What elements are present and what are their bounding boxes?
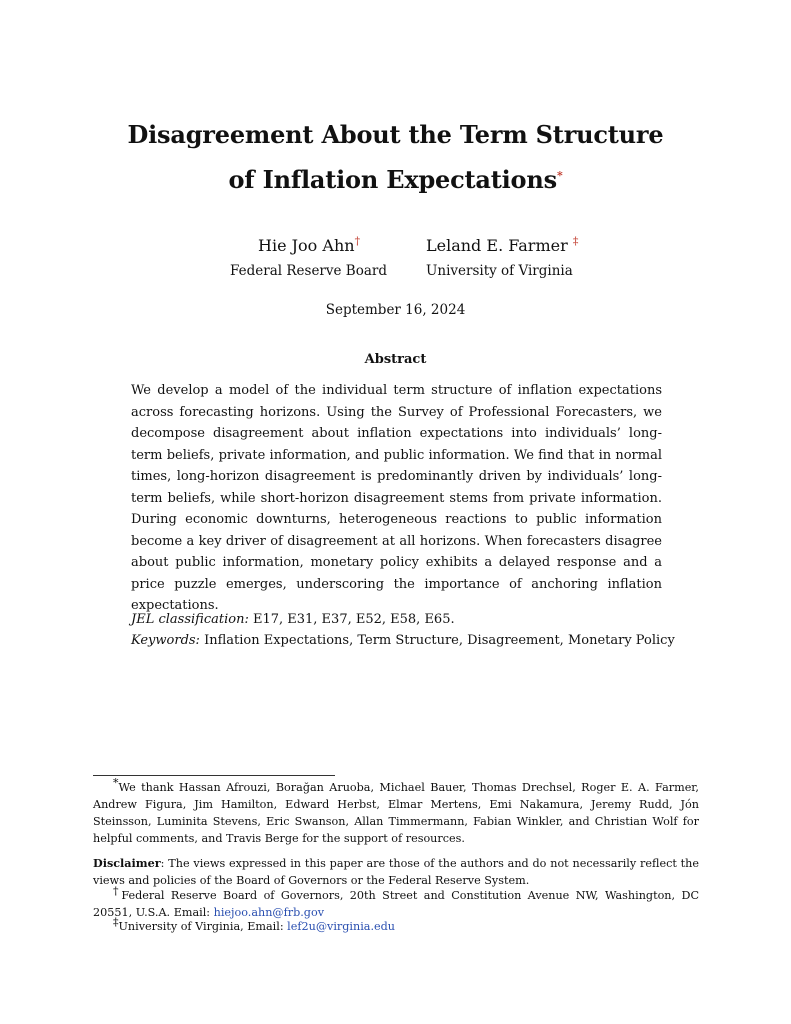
footnote-disclaimer: [93, 855, 699, 889]
paper-date: September 16, 2024: [325, 302, 466, 318]
author-farmer-affiliation: University of Virginia: [426, 263, 573, 279]
author-farmer: [426, 236, 578, 255]
abstract-heading: Abstract: [364, 352, 427, 367]
author-ahn-mark[interactable]: †: [354, 234, 361, 248]
footnote-thanks-mark: *: [113, 776, 119, 790]
keywords-value: Inflation Expectations, Term Structure, Disagreement, Monetary Policy: [199, 633, 675, 648]
footnote-farmer: [93, 915, 699, 935]
footnote-ahn-text: Federal Reserve Board of Governors, 20th Street and Constitution Avenue NW, Washington, DC 20551, U.S.A.: [93, 889, 700, 919]
jel-label: JEL classification:: [131, 612, 249, 627]
paper-title-line2: [0, 165, 791, 194]
paper-title-line2-text: of Inflation Expectations: [228, 165, 557, 194]
author-ahn-affiliation: Federal Reserve Board: [230, 263, 387, 279]
footnote-farmer-mark: ‡: [113, 915, 119, 929]
keywords-label: Keywords:: [131, 633, 200, 648]
footnote-rule: [93, 775, 335, 776]
title-footnote-mark[interactable]: *: [556, 169, 563, 182]
disclaimer-text: : The views expressed in this paper are those of the authors and do not necessarily reflect the views and policies of the Board of Governors or the Federal Reserve System.: [93, 857, 699, 887]
footnote-thanks-text: We thank Hassan Afrouzi, Borağan Aruoba, Michael Bauer, Thomas Drechsel, Roger E. A. Farmer, Andrew Figura, Jim Hamilton, Edward Herbst, Elmar Mertens, Emi Nakamura, Jeremy Rudd, Jón Steinsson, Luminita Stevens, Eric Swanson, Allan Timmermann, Fabian Winkler, and Christian Wolf for helpful comments, and Travis Berge for the support of resources.: [93, 781, 699, 845]
footnote-ahn-email-label: Email:: [173, 906, 214, 919]
author-farmer-name: Leland E. Farmer: [426, 236, 573, 255]
author-ahn-name: Hie Joo Ahn: [258, 236, 355, 255]
footnote-ahn-mark: †: [113, 884, 122, 898]
abstract-text: We develop a model of the individual term structure of inflation expectations across forecasting horizons. Using the Survey of Professional Forecasters, we decompose disagreement about inflation expectations into individuals’ long-term beliefs, private information, and public information. We find that in normal times, long-horizon disagreement is predominantly driven by individuals’ long-term beliefs, while short-horizon disagreement stems from private information. During economic downturns, heterogeneous reactions to public information become a key driver of disagreement at all horizons. When forecasters disagree about public information, monetary policy exhibits a delayed response and a price puzzle emerges, underscoring the importance of anchoring inflation expectations.: [131, 383, 662, 613]
footnote-farmer-text: University of Virginia, Email:: [118, 920, 288, 933]
paper-title-line1: Disagreement About the Term Structure: [127, 120, 664, 149]
keywords: [131, 633, 675, 648]
jel-value: E17, E31, E37, E52, E58, E65.: [248, 612, 455, 627]
footnote-thanks: [93, 776, 699, 847]
jel-classification: [131, 612, 455, 627]
footnote-ahn: [93, 884, 700, 921]
author-farmer-mark[interactable]: ‡: [572, 234, 579, 248]
author-ahn: [258, 236, 360, 255]
disclaimer-label: Disclaimer: [93, 856, 161, 870]
farmer-email-link[interactable]: lef2u@virginia.edu: [287, 920, 396, 933]
ahn-email-link[interactable]: hiejoo.ahn@frb.gov: [213, 906, 325, 919]
